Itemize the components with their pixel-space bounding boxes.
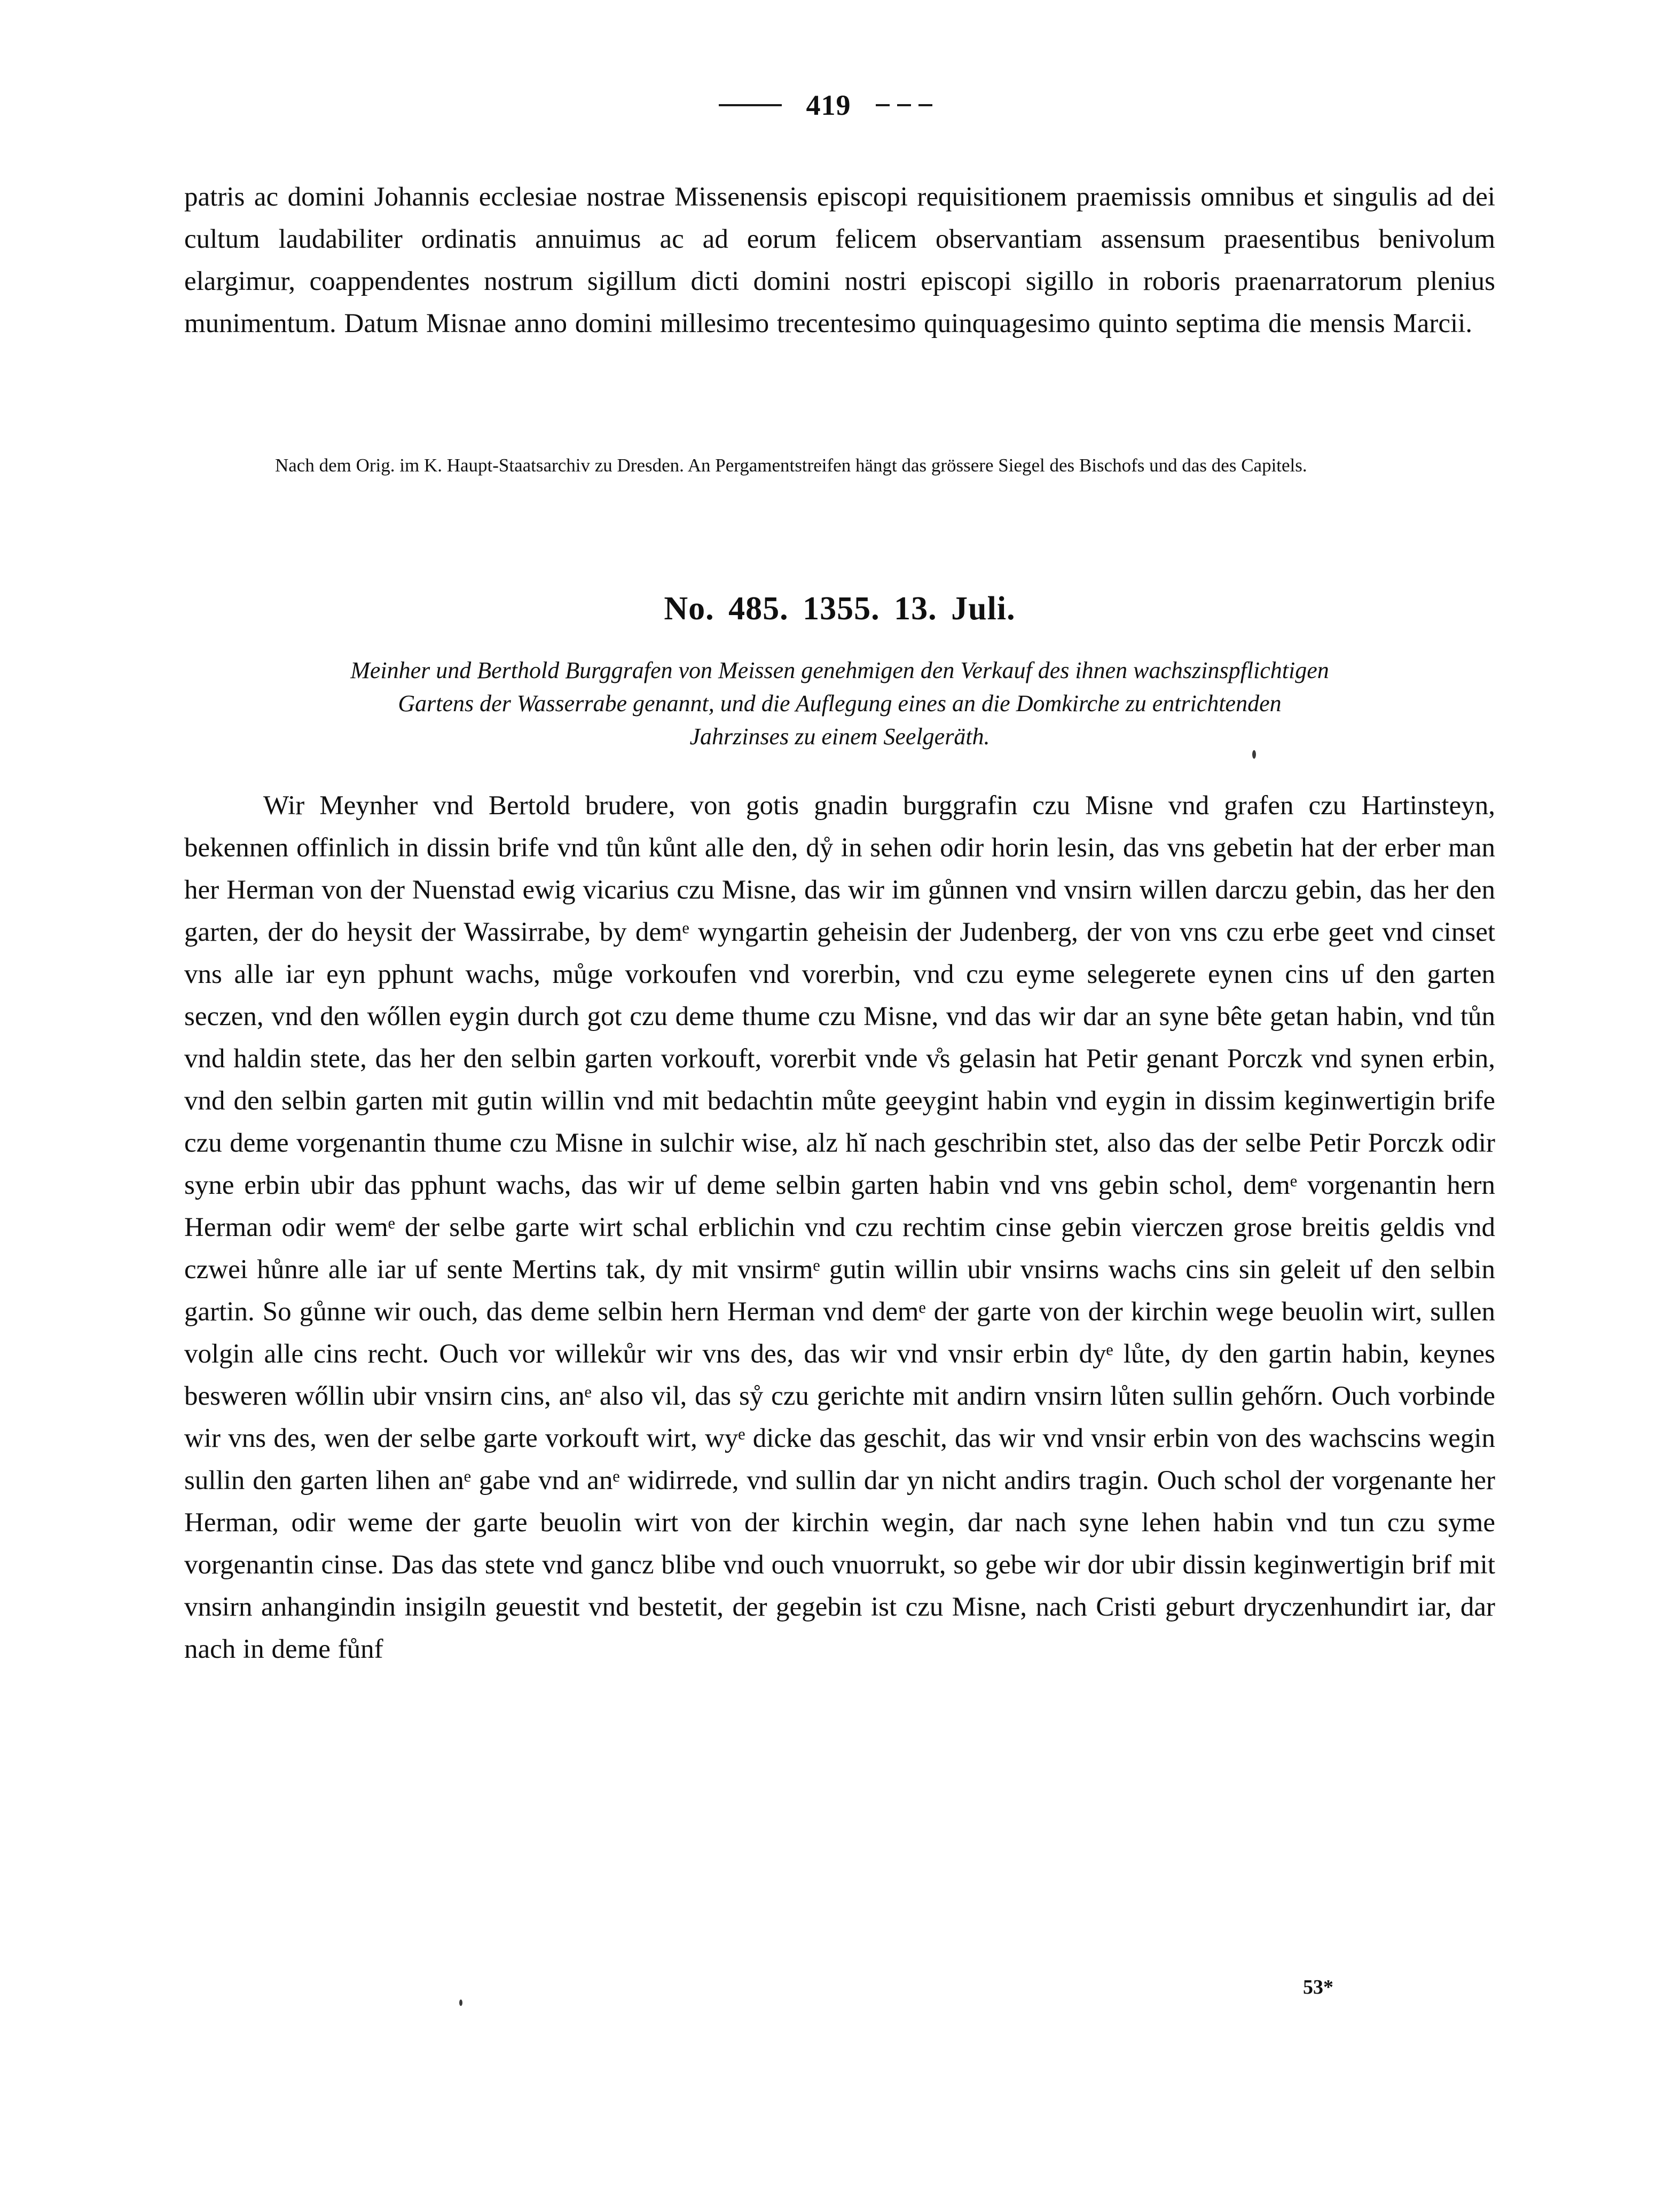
regest-line-3: Jahrzinses zu einem Seelgeräth. [689,723,990,750]
signature-mark: 53* [1303,1976,1333,1998]
source-note-text: Nach dem Orig. im K. Haupt-Staatsarchiv zu Dresden. An Pergamentstreifen hängt das grössere Siegel des Bischofs und das des Capitels. [275,455,1307,476]
latin-continuation-text [184,176,1495,345]
archival-source-note [184,451,1495,480]
document-regest [184,654,1495,753]
scan-speck [1252,750,1256,759]
header-rule-left [719,104,782,106]
latin-paragraph: patris ac domini Johannis ecclesiae nostrae Missenensis episcopi requisitionem praemissis omnibus et singulis ad dei cultum laudabiliter ordinatis annuimus ac ad eorum felicem observantiam assensum praesentibus benivolum elargimur, coappendentes nostrum sigillum dicti domini nostri episcopi sigillo in roboris praenarratorum plenius munimentum. Datum Misnae anno domini millesimo trecentesimo quinquagesimo quinto septima die mensis Marcii. [184,182,1495,339]
scan-speck [459,2000,462,2006]
document-heading: No. 485. 1355. 13. Juli. [664,591,1016,627]
regest-line-2: Gartens der Wasserrabe genannt, und die Auflegung eines an die Domkirche zu entrichtenden [398,690,1282,717]
regest-line-1: Meinher und Berthold Burggrafen von Meissen genehmigen den Verkauf des ihnen wachszinspflichtigen [350,657,1329,683]
page-number: 419 [806,89,851,121]
running-head [0,91,1657,120]
header-rule-right [876,104,939,106]
charter-body-text [184,785,1495,1671]
charter-paragraph: Wir Meynher vnd Bertold brudere, von gotis gnadin burggrafin czu Misne vnd grafen czu Hartinsteyn, bekennen offinlich in dissin brife vnd tůn kůnt alle den, dẙ in sehen odir horin lesin, das vns gebetin hat der erber man her Herman von der Nuenstad ewig vicarius czu Misne, das wir im gůnnen vnd vnsirn willen darczu gebin, das her den garten, der do heysit der Wassirrabe, by demᵉ wyngartin geheisin der Judenberg, der von vns czu erbe geet vnd cinset vns alle iar eyn pphunt wachs, můge vorkoufen vnd vorerbin, vnd czu eyme selegerete eynen cins uf den garten seczen, vnd den wőllen eygin durch got czu deme thume czu Misne, vnd das wir dar an syne bête getan habin, vnd tůn vnd haldin stete, das her den selbin garten vorkouft, vorerbit vnde v̊s gelasin hat Petir genant Porczk vnd synen erbin, vnd den selbin garten mit gutin willin vnd mit bedachtin můte geeygint habin vnd eygin in dissim keginwertigin brife czu deme vorgenantin thume czu Misne in sulchir wise, alz hĭ nach geschribin stet, also das der selbe Petir Porczk odir syne erbin ubir das pphunt wachs, das wir uf deme selbin garten habin vnd vns gebin schol, demᵉ vorgenantin hern Herman odir wemᵉ der selbe garte wirt schal erblichin vnd czu rechtim cinse gebin vierczen grose breitis geldis vnd czwei hůnre alle iar uf sente Mertins tak, dy mit vnsirmᵉ gutin willin ubir vnsirns wachs cins sin geleit uf den selbin gartin. So gůnne wir ouch, das deme selbin hern Herman vnd demᵉ der garte von der kirchin wege beuolin wirt, sullen volgin alle cins recht. Ouch vor willekůr wir vns des, das wir vnd vnsir erbin dyᵉ lůte, dy den gartin habin, keynes besweren wőllin ubir vnsirn cins, anᵉ also vil, das sẙ czu gerichte mit andirn vnsirn lůten sullin gehőrn. Ouch vorbinde wir vns des, wen der selbe garte vorkouft wirt, wyᵉ dicke das geschit, das wir vnd vnsir erbin von des wachscins wegin sullin den garten lihen anᵉ gabe vnd anᵉ widirrede, vnd sullin dar yn nicht andirs tragin. Ouch schol der vorgenante her Herman, odir weme der garte beuolin wirt von der kirchin wegin, dar nach syne lehen habin vnd tun czu syme vorgenantin cinse. Das das stete vnd gancz blibe vnd ouch vnuorrukt, so gebe wir dor ubir dissin keginwertigin brif mit vnsirn anhangindin insigiln geuestit vnd bestetit, der gegebin ist czu Misne, nach Cristi geburt dryczenhundirt iar, dar nach in deme fůnf [184,791,1495,1664]
